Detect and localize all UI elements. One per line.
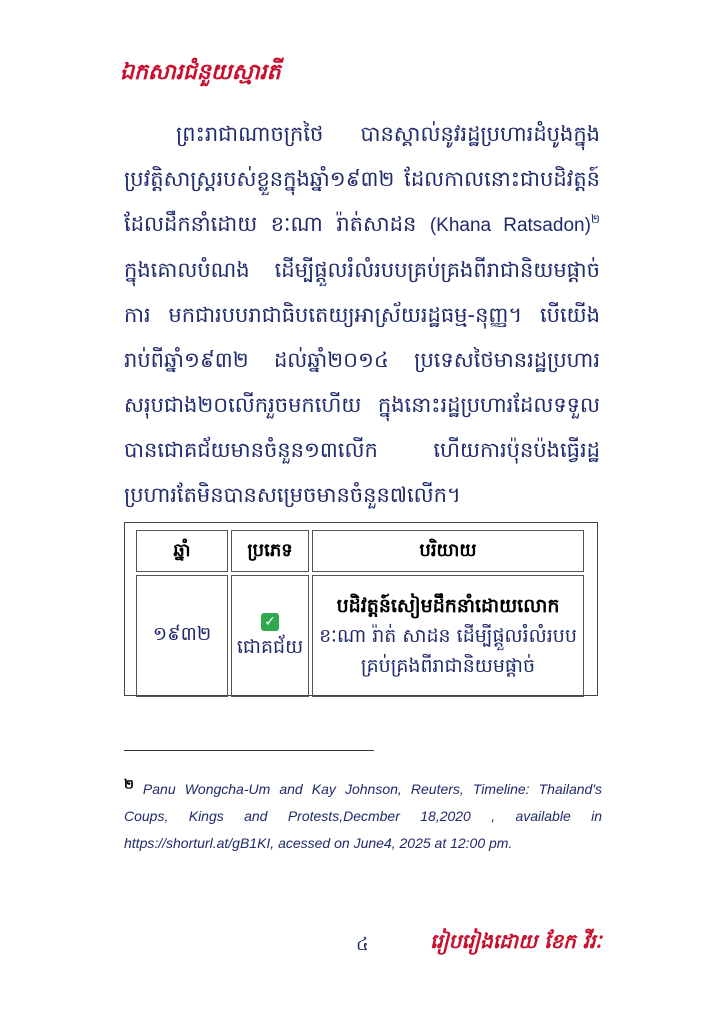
paragraph-latin-term: (Khana Ratsadon) <box>429 215 591 236</box>
footnote-divider <box>124 750 374 751</box>
page-number: ៤ <box>356 934 369 955</box>
author-credit: រៀបរៀងដោយ ខែក វីរៈ <box>430 929 602 953</box>
coup-table <box>133 527 587 700</box>
table-row <box>136 575 584 697</box>
footnote-reference[interactable]: ២ <box>590 212 600 226</box>
paragraph-part-2: ក្នុងគោលបំណង ដើម្បីផ្តួលរំលំរបបគ្រប់គ្រងពីរាជានិយមផ្តាច់ការ មកជារបបរាជាធិបតេយ្យអាស្រ័យរដ្ឋធម្ម-នុញ្ញ។ បើយើងរាប់ពីឆ្នាំ១៩៣២ ដល់ឆ្នាំ២០១៤ ប្រទេសថៃមានរដ្ឋប្រហារសរុបជាង២០លើករួចមកហើយ ក្នុងនោះរដ្ឋប្រហារដែលទទួលបានជោគជ័យមានចំនួន១៣លើក ហើយការប៉ុនប៉ងធ្វើរដ្ឋប្រហារតែមិនបានសម្រេចមានចំនួន៧លើក។ <box>124 258 600 507</box>
document-title: ឯកសារជំនួយស្មារតី <box>120 60 281 85</box>
check-mark-icon: ✓ <box>261 613 279 631</box>
footnote-text: Panu Wongcha-Um and Kay Johnson, Reuters, Timeline: Thailand's Coups, Kings and Protests,Decmber 18,2020 , available in https://shorturl.at/gB1KI, acessed on June4, 2025 at 12:00 pm. <box>124 781 602 851</box>
body-paragraph <box>124 112 600 518</box>
paragraph-part-1: ព្រះរាជាណាចក្រថៃ បានស្គាល់នូវរដ្ឋប្រហារដំបូងក្នុងប្រវត្តិសាស្ត្ររបស់ខ្លួនក្នុងឆ្នាំ១៩៣២ ដែលកាលនោះជាបដិវត្តន៍ដែលដឹកនាំដោយ ខៈណា រ៉ាត់សាដន <box>124 122 600 236</box>
type-label: ជោគជ័យ <box>236 636 304 658</box>
footnote-marker: ២ <box>124 776 134 792</box>
coup-table-frame <box>124 522 598 696</box>
column-header-year: ឆ្នាំ <box>136 530 228 572</box>
cell-description <box>312 575 584 697</box>
description-text: ខៈណា រ៉ាត់ សាដន ដើម្បីផ្តួលរំលំរបបគ្រប់គ្រងពីរាជានិយមផ្តាច់ <box>319 625 577 677</box>
footnote <box>124 776 602 857</box>
cell-year: ១៩៣២ <box>136 575 228 697</box>
column-header-type: ប្រភេទ <box>231 530 309 572</box>
cell-type <box>231 575 309 697</box>
description-heading: បដិវត្តន៍សៀមដឹកនាំដោយលោក <box>336 595 560 617</box>
column-header-description: បរិយាយ <box>312 530 584 572</box>
table-header-row <box>136 530 584 572</box>
